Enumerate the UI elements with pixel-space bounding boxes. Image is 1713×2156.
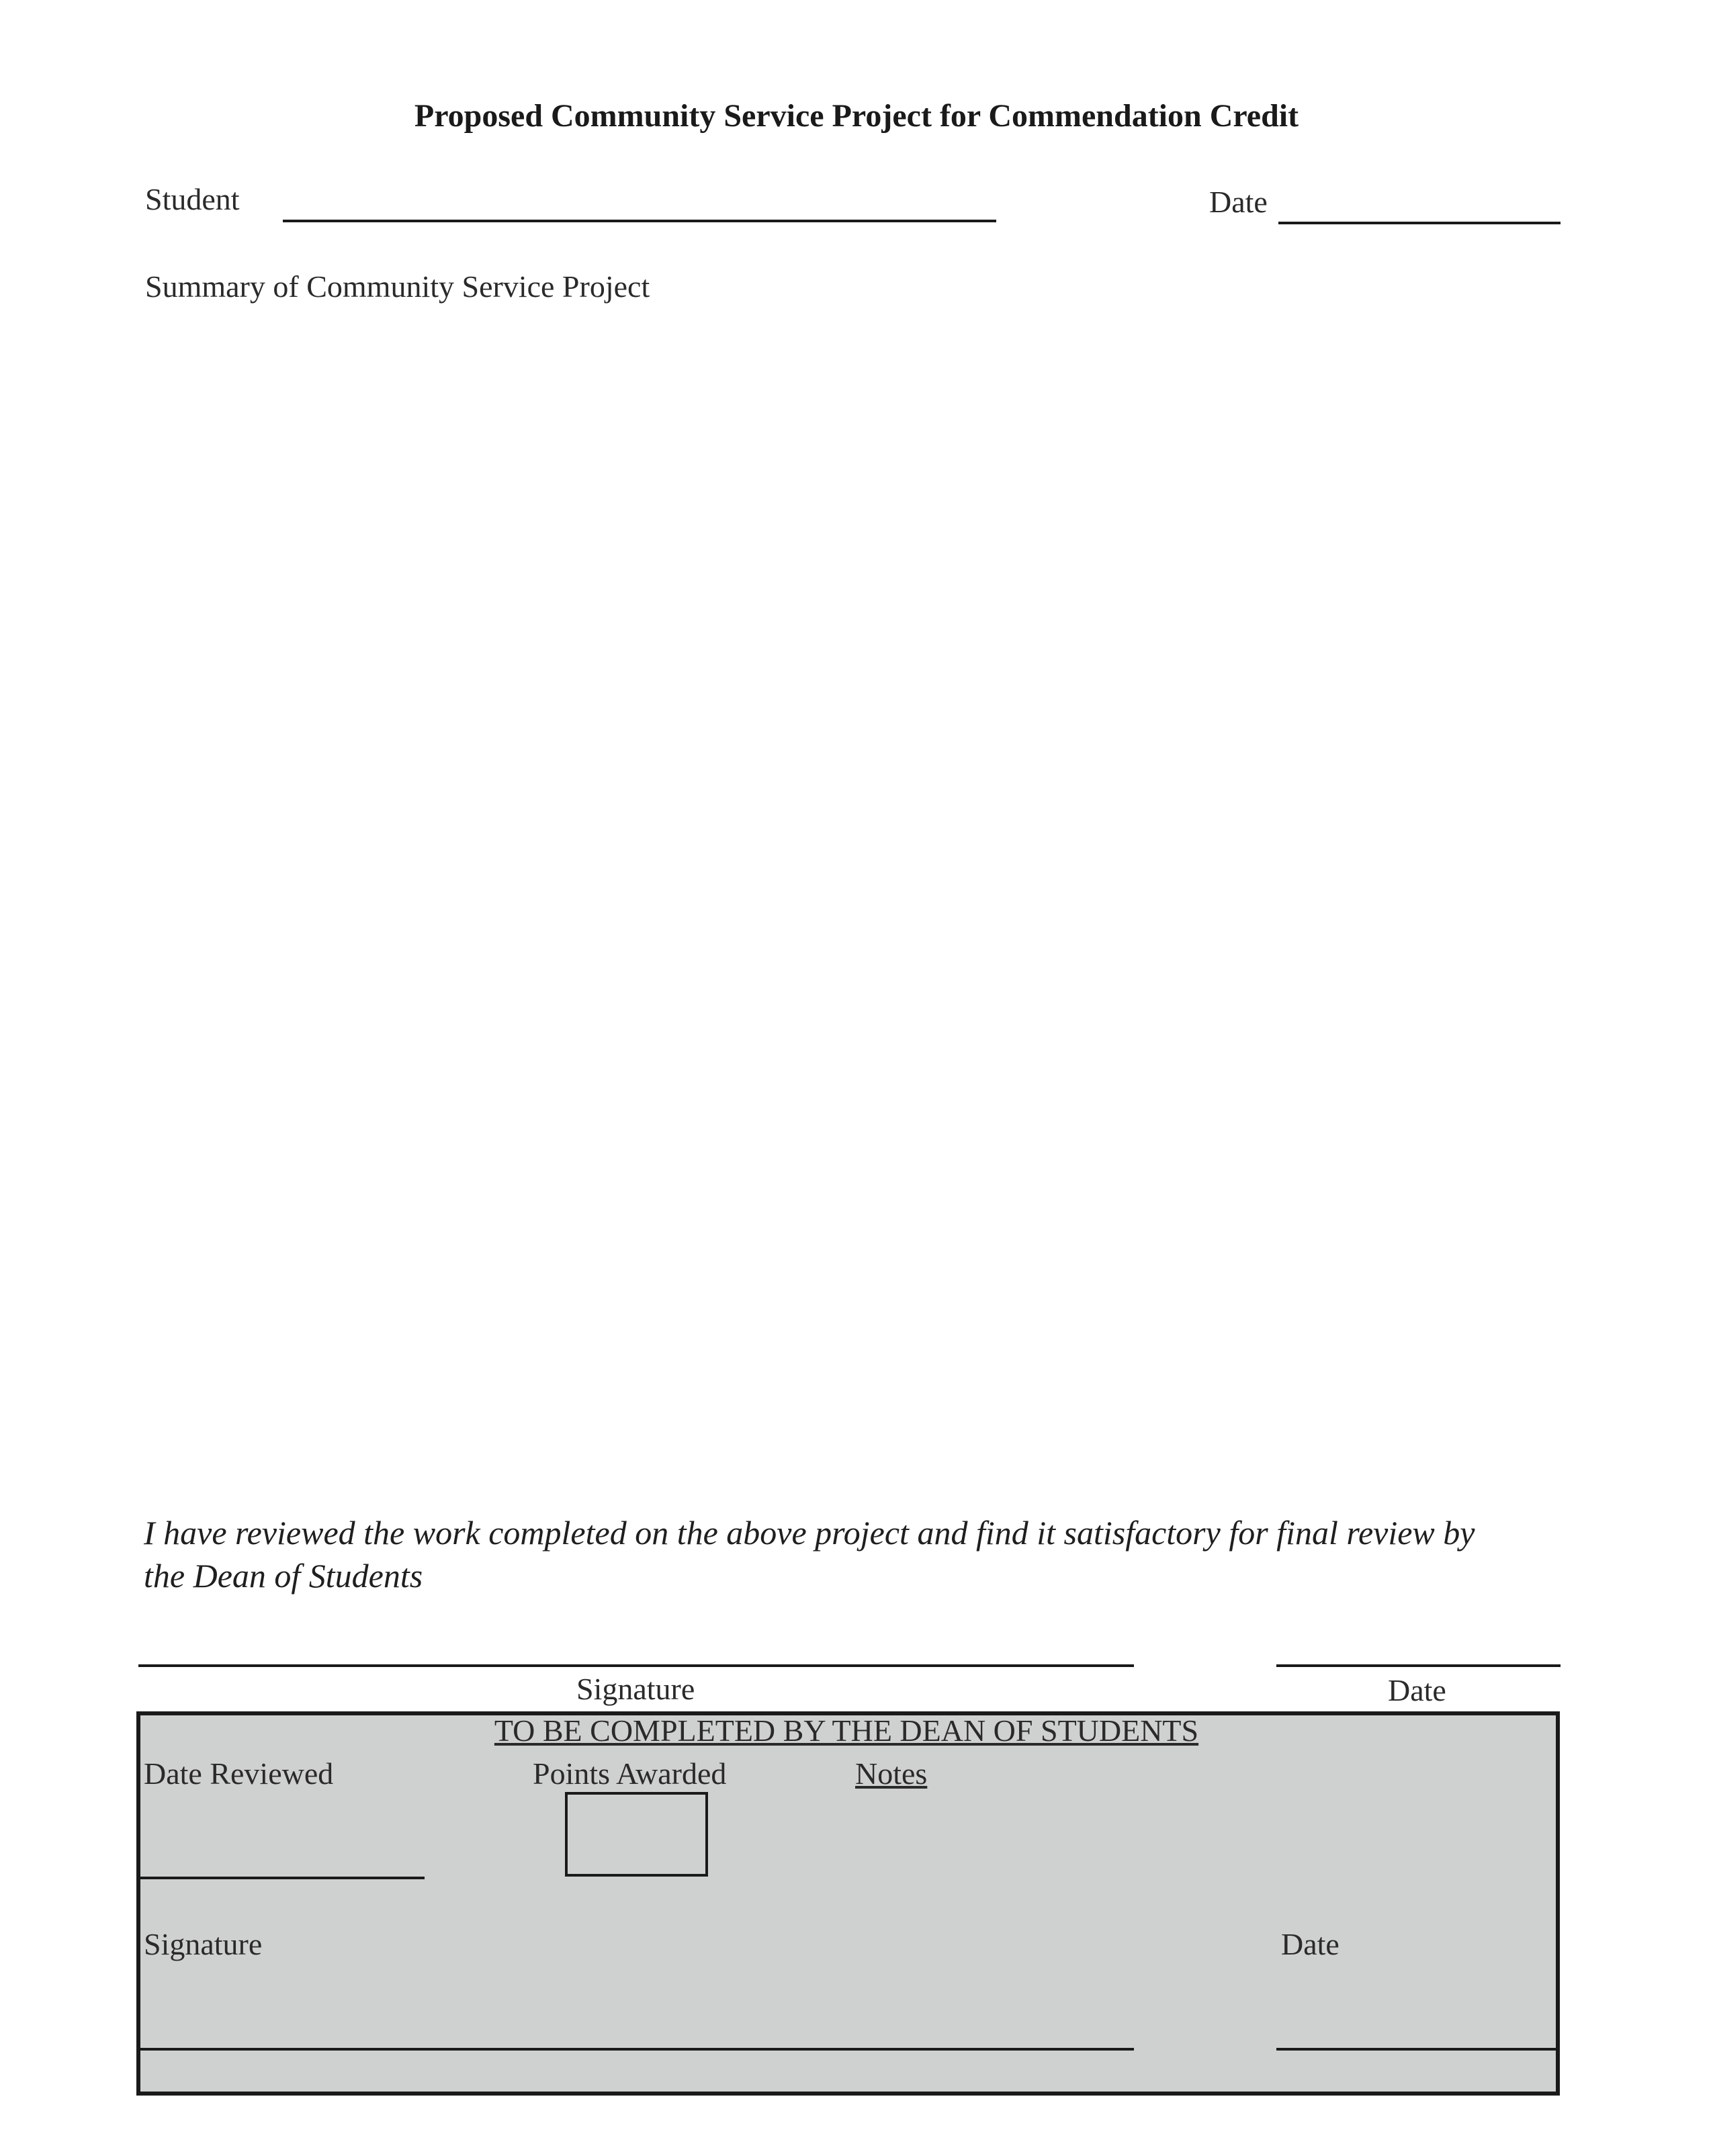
dean-date-label: Date: [1281, 1927, 1339, 1961]
points-awarded-box[interactable]: [565, 1792, 708, 1877]
reviewer-date-field[interactable]: [1276, 1664, 1561, 1667]
dean-signature-field[interactable]: [138, 2048, 1134, 2051]
student-label: Student: [145, 182, 240, 216]
date-reviewed-label: Date Reviewed: [144, 1756, 334, 1791]
points-awarded-label: Points Awarded: [533, 1756, 727, 1791]
signature-label: Signature: [576, 1672, 695, 1706]
notes-label: Notes: [855, 1756, 928, 1791]
signature-date-label: Date: [1388, 1673, 1446, 1707]
summary-area[interactable]: [145, 322, 1563, 1464]
form-title: Proposed Community Service Project for Commendation Credit: [414, 98, 1299, 134]
dean-section: [136, 1711, 1560, 2096]
date-reviewed-field[interactable]: [138, 1877, 425, 1879]
date-label-top: Date: [1209, 185, 1268, 219]
date-field-top[interactable]: [1278, 222, 1561, 224]
dean-section-header: TO BE COMPLETED BY THE DEAN OF STUDENTS: [494, 1713, 1199, 1748]
dean-date-field[interactable]: [1276, 2048, 1558, 2051]
dean-signature-label: Signature: [144, 1927, 263, 1961]
student-field[interactable]: [283, 220, 996, 222]
summary-label: Summary of Community Service Project: [145, 269, 650, 304]
review-statement: I have reviewed the work completed on the above project and find it satisfactory for final review by the Dean of Students: [144, 1514, 1475, 1594]
reviewer-signature-field[interactable]: [138, 1664, 1134, 1667]
